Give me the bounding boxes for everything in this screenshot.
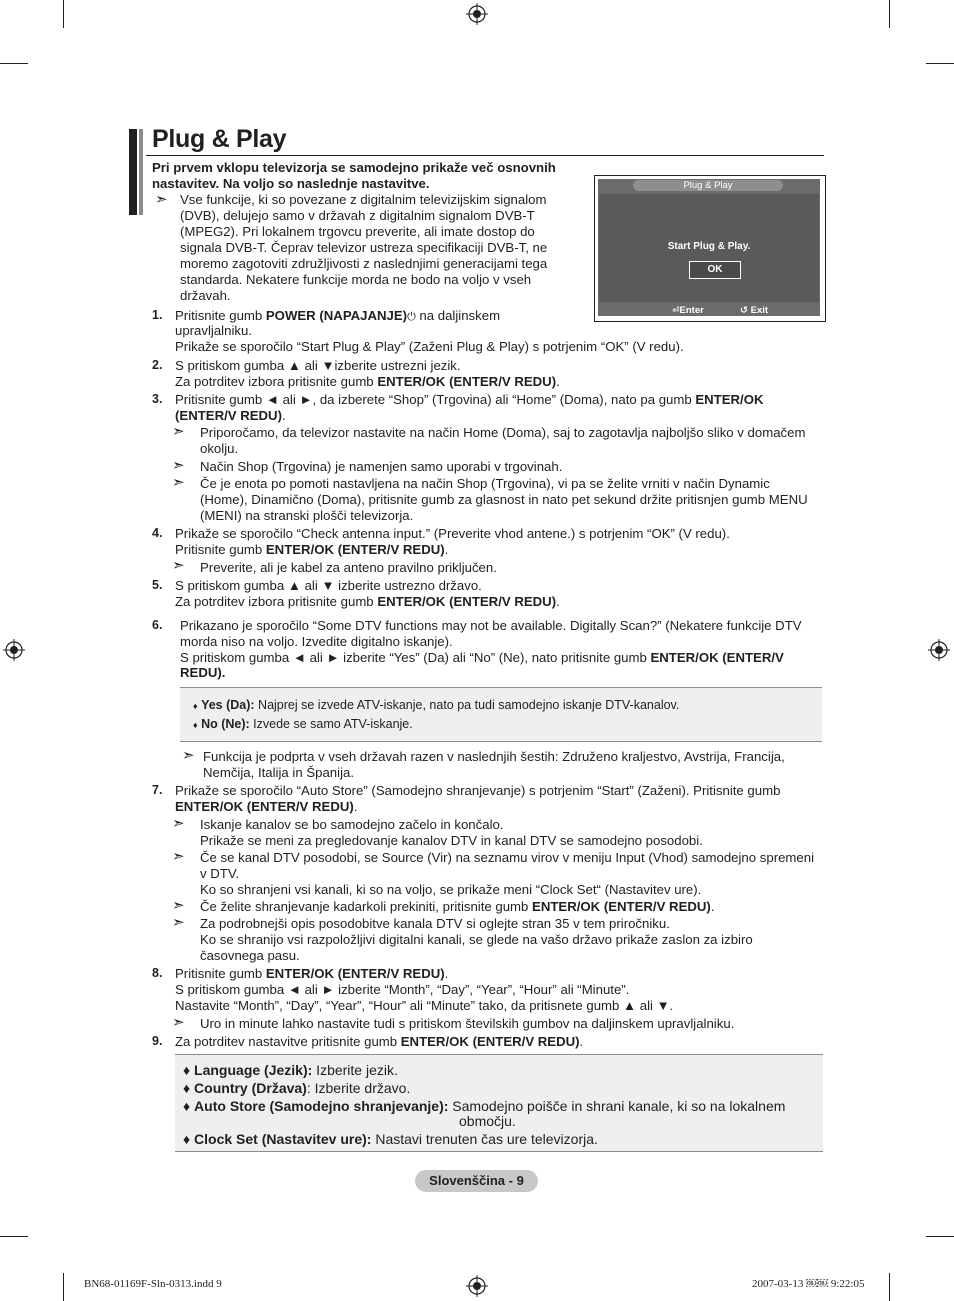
note-arrow-icon: ➣ (172, 848, 185, 865)
note-line: Ko so shranjeni vsi kanali, ki so na voljo, se prikaže meni “Clock Set“ (Nastavitev ure). (200, 882, 702, 897)
crop-mark (889, 1273, 890, 1301)
note-line: Uro in minute lahko nastavite tudi s pritiskom številskih gumbov na daljinskem upravljalniku. (200, 1016, 735, 1031)
step-text: upravljalniku. (175, 323, 252, 338)
step-number: 9. (152, 1034, 163, 1048)
step-text: Za potrditev nastavitve pritisnite gumb ENTER/OK (ENTER/V REDU). (175, 1034, 584, 1049)
note-line: državah. (180, 288, 231, 303)
registration-mark-icon (466, 1275, 488, 1297)
note-line: Preverite, ali je kabel za anteno pravilno priključen. (200, 560, 497, 575)
note-line: Vse funkcije, ki so povezane z digitalnim televizijskim signalom (180, 192, 547, 207)
osd-title: Plug & Play (633, 180, 783, 191)
note-line: časovnega pasu. (200, 948, 300, 963)
step-text: Prikaže se sporočilo “Auto Store” (Samodejno shranjevanje) s potrjenim “Start” (Zaženi). Pritisnite gumb (175, 783, 781, 798)
step-text: Prikaže se sporočilo “Check antenna input.” (Preverite vhod antene.) s potrjenim “OK” (V redu). (175, 526, 730, 541)
note-arrow-icon: ➣ (172, 897, 185, 914)
summary-item: ♦ Auto Store (Samodejno shranjevanje): Samodejno poišče in shrani kanale, ki so na lokalnem (183, 1098, 786, 1114)
step-number: 5. (152, 578, 163, 592)
registration-mark-icon (466, 3, 488, 25)
note-line: moremo zagotoviti združljivosti z naslednjimi generacijami tega (180, 256, 548, 271)
step-text: REDU). (180, 665, 226, 680)
note-line: Prikaže se meni za pregledovanje kanalov DTV in kanal DTV se samodejno posodobi. (200, 833, 703, 848)
osd-exit-hint: ↺ Exit (740, 305, 769, 316)
summary-item-cont: območju. (459, 1113, 516, 1129)
step-text: Prikazano je sporočilo “Some DTV functions may not be available. Digitally Scan?” (Nekatere funkcije DTV (180, 618, 802, 633)
step-number: 7. (152, 783, 163, 797)
note-line: Iskanje kanalov se bo samodejno začelo in končalo. (200, 817, 504, 832)
step-text: Nastavite “Month”, “Day”, “Year”, “Hour” ali “Minute” tako, da pritisnete gumb ▲ ali ▼. (175, 998, 674, 1013)
note-line: Če je enota po pomoti nastavljena na način Shop (Trgovina), vi pa se želite vrniti v način Dynamic (200, 476, 770, 491)
options-box (180, 687, 822, 742)
title-accent-bar (139, 129, 143, 215)
print-slug-left: BN68-01169F-Sln-0313.indd 9 (84, 1278, 222, 1290)
crop-mark (63, 0, 64, 28)
step-number: 1. (152, 308, 163, 322)
step-text: morda niso na voljo. Izvedite digitalno iskanje). (180, 634, 453, 649)
note-line: Priporočamo, da televizor nastavite na način Home (Doma), saj to zagotavlja najboljšo sliko v domačem (200, 425, 806, 440)
page-number-badge: Slovenščina - 9 (415, 1170, 538, 1192)
intro-line: nastavitev. Na voljo so naslednje nastavitve. (152, 176, 430, 191)
step-text: S pritiskom gumba ◄ ali ► izberite “Yes” (Da) ali “No” (Ne), nato pritisnite gumb ENTER/OK (ENTER/V (180, 650, 784, 665)
enter-icon: ⏎ (672, 305, 680, 315)
step-number: 6. (152, 618, 163, 632)
note-line: Način Shop (Trgovina) je namenjen samo uporabi v trgovinah. (200, 459, 563, 474)
osd-frame (598, 179, 820, 316)
note-arrow-icon: ➣ (172, 815, 185, 832)
step-number: 8. (152, 966, 163, 980)
crop-mark (926, 1236, 954, 1237)
note-arrow-icon: ➣ (155, 191, 168, 208)
note-arrow-icon: ➣ (172, 914, 185, 931)
print-slug-right: 2007-03-13 ￼￼ 9:22:05 (752, 1278, 865, 1290)
note-line: Ko se shranijo vsi razpoložljivi digitalni kanali, se glede na vašo državo prikaže zaslon za izbiro (200, 932, 753, 947)
step-number: 2. (152, 358, 163, 372)
title-accent-bar (129, 129, 137, 215)
note-line: Nemčija, Italija in Španija. (203, 765, 354, 780)
exit-icon: ↺ (740, 305, 748, 316)
registration-mark-icon (3, 639, 25, 661)
note-line: (MPEG2). Pri lokalnem trgovcu preverite, ali imate dostop do (180, 224, 535, 239)
step-text: Pritisnite gumb ◄ ali ►, da izberete “Shop” (Trgovina) ali “Home” (Doma), nato pa gumb ENTER/OK (175, 392, 764, 407)
note-line: (Home), Dinamično (Doma), pritisnite gumb za glasnost in nato pet sekund držite pritisnjen gumb MENU (200, 492, 808, 507)
note-line: Za podrobnejši opis posodobitve kanala DTV si oglejte stran 35 v tem priročniku. (200, 916, 670, 931)
step-text: Pritisnite gumb POWER (NAPAJANJE)⏻ na daljinskem (175, 308, 501, 323)
power-icon: ⏻ (407, 311, 416, 323)
note-line: (DVB), delujejo samo v državah z digitalnim signalom DVB-T (180, 208, 535, 223)
step-text: Pritisnite gumb ENTER/OK (ENTER/V REDU). (175, 966, 449, 981)
note-line: Če se kanal DTV posodobi, se Source (Vir) na seznamu virov v meniju Input (Vhod) samodejno spremeni (200, 850, 815, 865)
note-line: signala DVB-T. Čeprav televizor ustreza specifikaciji DVB-T, ne (180, 240, 548, 255)
note-line: v DTV. (200, 866, 240, 881)
note-line: Funkcija je podprta v vseh državah razen v naslednjih šestih: Združeno kraljestvo, Avstrija, Francija, (203, 749, 785, 764)
crop-mark (926, 63, 954, 64)
note-arrow-icon: ➣ (172, 1014, 185, 1031)
crop-mark (889, 0, 890, 28)
summary-item: ♦ Clock Set (Nastavitev ure): Nastavi trenuten čas ure televizorja. (183, 1131, 598, 1147)
note-arrow-icon: ➣ (172, 557, 185, 574)
intro-line: Pri prvem vklopu televizorja se samodejno prikaže več osnovnih (152, 160, 556, 175)
note-line: standarda. Nekatere funkcije morda ne bodo na voljo v vseh (180, 272, 532, 287)
note-arrow-icon: ➣ (172, 474, 185, 491)
osd-message: Start Plug & Play. (667, 241, 751, 252)
note-arrow-icon: ➣ (182, 747, 195, 764)
tv-osd-screenshot (594, 175, 826, 322)
note-line: Če želite shranjevanje kadarkoli prekiniti, pritisnite gumb ENTER/OK (ENTER/V REDU). (200, 899, 715, 914)
crop-mark (0, 63, 28, 64)
option-no: ♦ No (Ne): Izvede se samo ATV-iskanje. (193, 717, 413, 731)
note-line: (MENI) na stranski plošči televizorja. (200, 508, 414, 523)
step-text: Za potrditev izbora pritisnite gumb ENTER/OK (ENTER/V REDU). (175, 594, 560, 609)
crop-mark (0, 1236, 28, 1237)
option-yes: ♦ Yes (Da): Najprej se izvede ATV-iskanje, nato pa tudi samodejno iskanje DTV-kanalov. (193, 698, 680, 712)
step-text: Za potrditev izbora pritisnite gumb ENTER/OK (ENTER/V REDU). (175, 374, 560, 389)
title-rule (146, 155, 824, 156)
step-text: Pritisnite gumb ENTER/OK (ENTER/V REDU). (175, 542, 449, 557)
osd-ok-button: OK (689, 261, 741, 279)
step-text: S pritiskom gumba ◄ ali ► izberite “Month”, “Day”, “Year”, “Hour” ali “Minute”. (175, 982, 630, 997)
step-text: (ENTER/V REDU). (175, 408, 286, 423)
summary-item: ♦ Country (Država): Izberite državo. (183, 1080, 411, 1096)
step-text: Prikaže se sporočilo “Start Plug & Play” (Zaženi Plug & Play) s potrjenim “OK” (V redu). (175, 339, 684, 354)
osd-body (599, 194, 819, 302)
note-arrow-icon: ➣ (172, 457, 185, 474)
step-number: 4. (152, 526, 163, 540)
osd-enter-hint: ⏎Enter (672, 305, 704, 316)
step-number: 3. (152, 392, 163, 406)
step-text: S pritiskom gumba ▲ ali ▼ izberite ustrezno državo. (175, 578, 482, 593)
step-text: S pritiskom gumba ▲ ali ▼izberite ustrezni jezik. (175, 358, 461, 373)
crop-mark (63, 1273, 64, 1301)
step-text: ENTER/OK (ENTER/V REDU). (175, 799, 358, 814)
registration-mark-icon (928, 639, 950, 661)
note-line: okolju. (200, 441, 239, 456)
page-title: Plug & Play (152, 125, 287, 153)
summary-item: ♦ Language (Jezik): Izberite jezik. (183, 1062, 398, 1078)
note-arrow-icon: ➣ (172, 423, 185, 440)
